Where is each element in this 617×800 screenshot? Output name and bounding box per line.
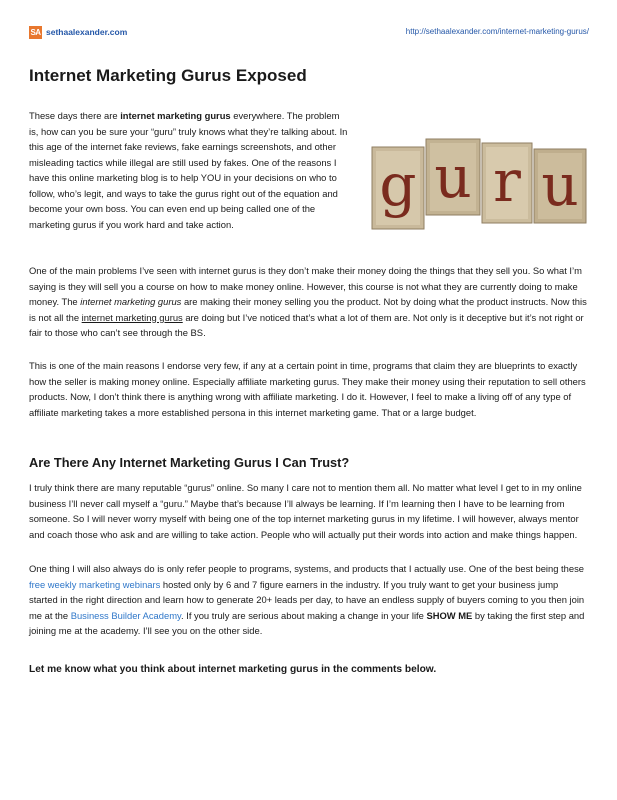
page-header: [29, 26, 589, 44]
closing-line: Let me know what you think about internet marketing gurus in the comments below.: [29, 664, 437, 675]
tile-u2: [534, 149, 586, 223]
page-url-link[interactable]: http://sethaalexander.com/internet-marketing-gurus/: [405, 27, 589, 36]
intro-paragraph: These days there are internet marketing gurus everywhere. The problem is, how can you be sure your “guru” truly knows what they’re talking about. In this age of the internet fake reviews, fake earnings screenshots, and other misleading tactics while illegal are still used by fakes. One of the reasons I have this online marketing blog is to help YOU in your decisions on who to follow, who’s legit, and ways to take the gurus right out of the equation and become your own boss. You can even end up being called one of the marketing gurus if you work hard and take action.: [29, 110, 348, 230]
svg-text:u: u: [541, 151, 579, 219]
guru-letters-image: [368, 125, 590, 243]
site-name-link[interactable]: sethaalexander.com: [46, 27, 128, 37]
svg-text:g: g: [379, 151, 417, 219]
site-logo-icon[interactable]: [29, 26, 42, 39]
paragraph-3: This is one of the main reasons I endorse very few, if any at a certain point in time, programs that claim they are blueprints to exactly how the seller is making money online. Especially affiliate marketing gurus. They make their money using their reputation to sell others products. Now, I don’t think there is anything wrong with affiliate marketing. I do it. However, I feel to make a living off of any type of affiliate marketing takes a more established persona in this internet marketing game. That or a large budget.: [29, 360, 586, 418]
webinars-link[interactable]: free weekly marketing webinars: [29, 578, 161, 590]
academy-link[interactable]: Business Builder Academy: [70, 609, 181, 621]
page-title: Internet Marketing Gurus Exposed: [29, 66, 307, 85]
paragraph-2: One of the main problems I’ve seen with internet gurus is they don’t make their money doing the things that they sell you. So what I’m saying is they will sell you a course on how to make money online. However, this course is not what they are currently doing to make money. The internet marketing gurus are making their money selling you the product. Not by doing what the product instructs. Now this is not all the internet marketing gurus are doing but I’ve noticed that’s what a lot of them are. Not only is it deceptive but it’s not right or fair to those who can’t see through the BS.: [29, 265, 587, 338]
svg-text:u: u: [434, 143, 472, 211]
paragraph-4: I truly think there are many reputable “gurus” online. So many I care not to mention them all. No matter what level I get to in my online business I’ll never call myself a “guru.” Maybe that’s because I’ll always be learning. If I’m learning then I have to be learning from someone. So I will never worry myself with being one of the top internet marketing gurus in my lifetime. I will however, always mentor and coach those who ask and are willing to take action. People who will actually put their words into action and make things happen.: [29, 482, 582, 540]
tile-u1: [426, 139, 480, 215]
section-heading: Are There Any Internet Marketing Gurus I Can Trust?: [29, 455, 350, 470]
italic-keyword: internet marketing gurus: [80, 296, 182, 307]
bold-show-me: SHOW ME: [426, 609, 473, 621]
tile-r: [482, 143, 532, 223]
tile-g: [372, 147, 424, 229]
underlined-keyword: internet marketing gurus: [81, 311, 183, 323]
logo-text: SA: [30, 28, 41, 37]
paragraph-5: One thing I will also always do is only refer people to programs, systems, and products that I actually use. One of the best being these free weekly marketing webinars hosted only by 6 and 7 figure earners in the industry. If you truly want to get your business jump started in the right direction and learn how to generate 20+ leads per day, to have an endless supply of buyers coming to you then join me at the Business Builder Academy. If you truly are serious about making a change in your life SHOW ME by taking the first step and joining me at the academy. I’ll see you on the other side.: [29, 563, 585, 636]
svg-text:r: r: [493, 147, 521, 215]
bold-keyword: internet marketing gurus: [120, 110, 231, 121]
